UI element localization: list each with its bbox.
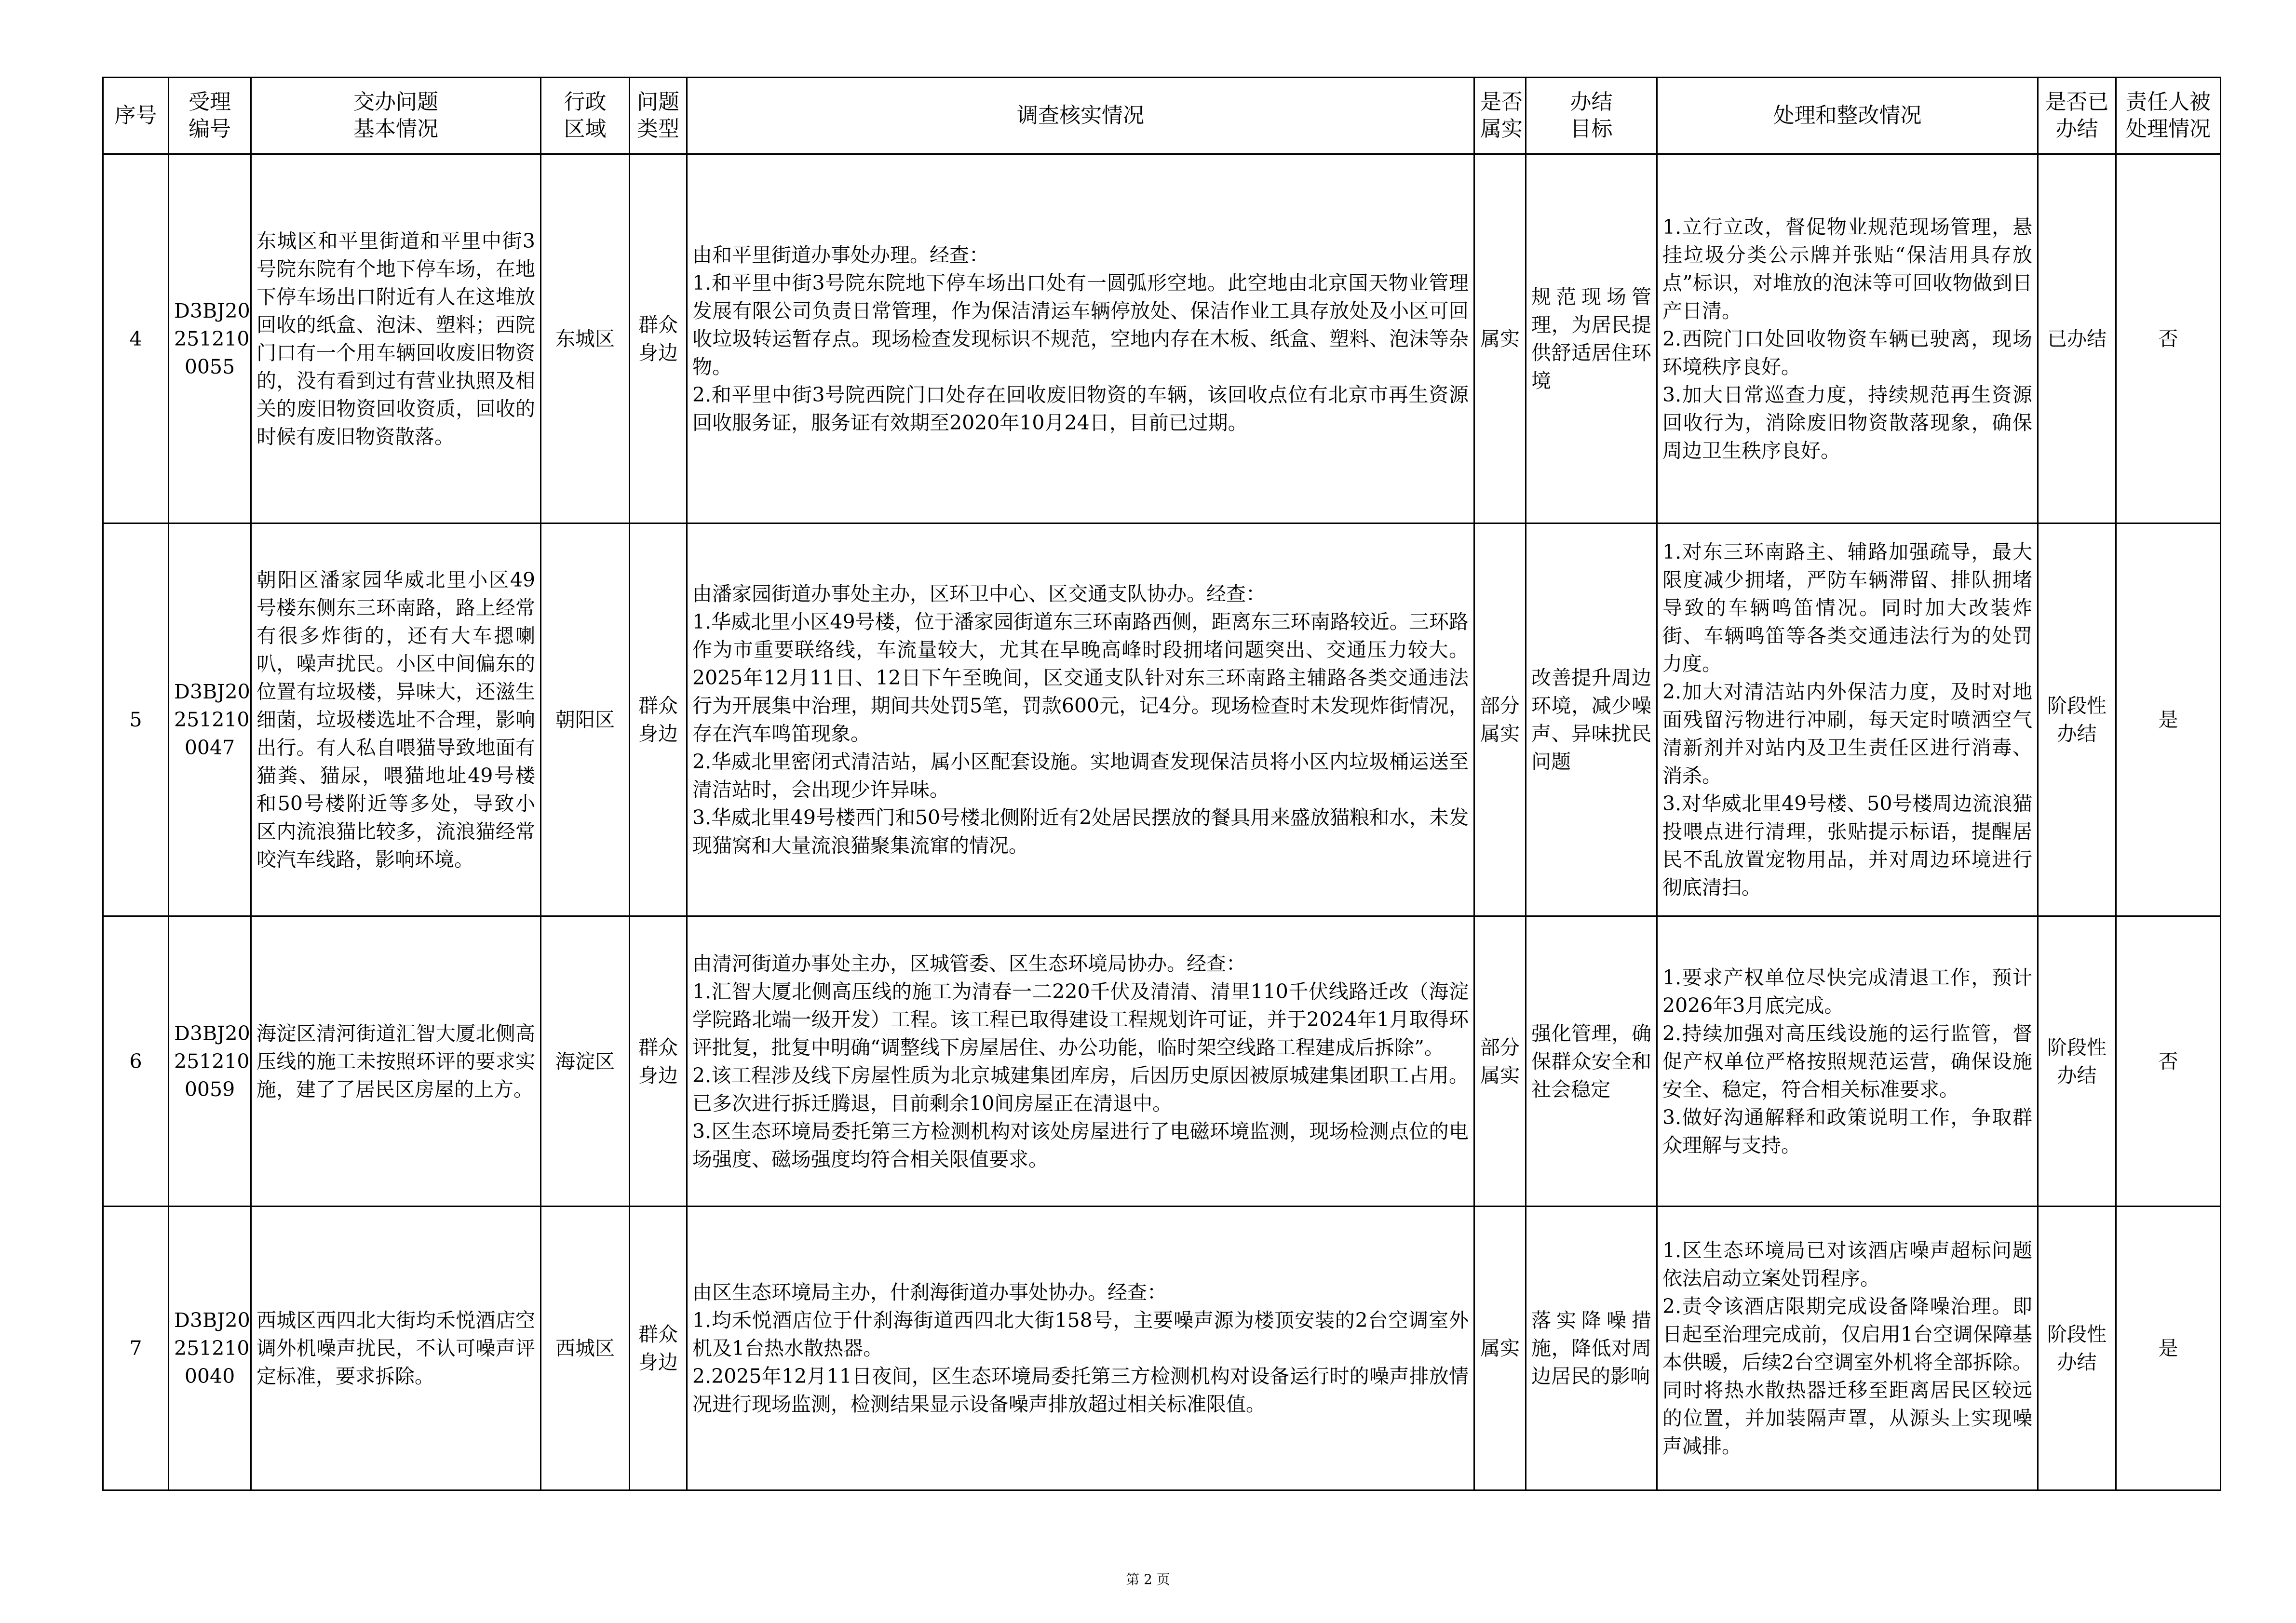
investigation-details	[687, 154, 1474, 523]
handling-paragraph: 2.持续加强对高压线设施的运行监管，督促产权单位严格按照规范运营，确保设施安全、稳定，符合相关标准要求。	[1662, 1021, 2032, 1101]
case-id-line: 0055	[184, 355, 235, 378]
table-row	[103, 916, 2221, 1207]
case-id-line: D3BJ20	[174, 299, 250, 322]
column-header-label: 受理编号	[189, 90, 231, 141]
column-header	[169, 78, 251, 154]
handling-paragraph: 3.加大日常巡查力度，持续规范再生资源回收行为，消除废旧物资散落现象，确保周边卫生秩序良好。	[1662, 383, 2032, 462]
complaint-table	[102, 77, 2221, 1491]
column-header-label: 责任人被处理情况	[2126, 90, 2211, 141]
verified-status: 属实	[1474, 154, 1526, 523]
problem-type: 群众身边	[630, 1207, 687, 1490]
row-number: 7	[103, 1207, 169, 1490]
case-id	[169, 1207, 251, 1490]
row-number: 5	[103, 523, 169, 916]
case-id-line: D3BJ20	[174, 1309, 250, 1332]
handling-paragraph: 1.对东三环南路主、辅路加强疏导，最大限度减少拥堵，严防车辆滞留、排队拥堵导致的车辆鸣笛情况。同时加大改装炸街、车辆鸣笛等各类交通违法行为的处罚力度。	[1662, 540, 2032, 675]
problem-type: 群众身边	[630, 154, 687, 523]
column-header	[630, 78, 687, 154]
investigation-paragraph: 1.汇智大厦北侧高压线的施工为清春一二220千伏及清清、清里110千伏线路迁改（海淀学院路北端一级开发）工程。该工程已取得建设工程规划许可证，并于2024年1月取得环评批复，批复中明确“调整线下房屋居住、办公功能，临时架空线路工程建成后拆除”。	[692, 979, 1469, 1059]
column-header-label: 办结目标	[1570, 90, 1613, 141]
handling-details	[1657, 916, 2038, 1207]
column-header-label: 处理和整改情况	[1773, 103, 1922, 128]
handling-paragraph: 1.区生态环境局已对该酒店噪声超标问题依法启动立案处罚程序。	[1662, 1239, 2032, 1290]
column-header-label: 问题类型	[637, 90, 679, 141]
investigation-paragraph: 2.和平里中街3号院西院门口处存在回收废旧物资的车辆，该回收点位有北京市再生资源回收服务证，服务证有效期至2020年10月24日，目前已过期。	[692, 383, 1469, 434]
verified-status: 属实	[1474, 1207, 1526, 1490]
resolution-goal: 改善提升周边环境，减少噪声、异味扰民问题	[1526, 523, 1657, 916]
case-id-line: 0047	[184, 736, 235, 759]
case-id	[169, 523, 251, 916]
column-header	[2116, 78, 2221, 154]
problem-description: 海淀区清河街道汇智大厦北侧高压线的施工未按照环评的要求实施，建了了居民区房屋的上方。	[251, 916, 541, 1207]
case-id-line: D3BJ20	[174, 680, 250, 703]
district: 西城区	[541, 1207, 630, 1490]
handling-paragraph: 1.要求产权单位尽快完成清退工作，预计2026年3月底完成。	[1662, 966, 2032, 1017]
investigation-paragraph: 2.华威北里密闭式清洁站，属小区配套设施。实地调查发现保洁员将小区内垃圾桶运送至清洁站时，会出现少许异味。	[692, 750, 1469, 801]
district: 东城区	[541, 154, 630, 523]
resolution-goal: 强化管理，确保群众安全和社会稳定	[1526, 916, 1657, 1207]
investigation-details	[687, 523, 1474, 916]
investigation-paragraph: 由潘家园街道办事处主办，区环卫中心、区交通支队协办。经查：	[692, 582, 1266, 605]
case-id	[169, 154, 251, 523]
verified-status: 部分属实	[1474, 523, 1526, 916]
punished-status: 是	[2116, 1207, 2221, 1490]
table-header-row	[103, 78, 2221, 154]
investigation-paragraph: 1.均禾悦酒店位于什刹海街道西四北大街158号，主要噪声源为楼顶安装的2台空调室外机及1台热水散热器。	[692, 1309, 1469, 1360]
punished-status: 是	[2116, 523, 2221, 916]
punished-status: 否	[2116, 154, 2221, 523]
column-header	[251, 78, 541, 154]
column-header	[103, 78, 169, 154]
investigation-paragraph: 3.区生态环境局委托第三方检测机构对该处房屋进行了电磁环境监测，现场检测点位的电场强度、磁场强度均符合相关限值要求。	[692, 1119, 1469, 1171]
handling-paragraph: 3.对华威北里49号楼、50号楼周边流浪猫投喂点进行清理，张贴提示标语，提醒居民不乱放置宠物用品，并对周边环境进行彻底清扫。	[1662, 792, 2032, 899]
investigation-details	[687, 916, 1474, 1207]
case-id-line: 251210	[174, 1337, 250, 1360]
column-header	[1526, 78, 1657, 154]
case-id-line: D3BJ20	[174, 1021, 250, 1045]
handling-details	[1657, 523, 2038, 916]
page-number: 第 2 页	[1126, 1571, 1170, 1587]
column-header	[1657, 78, 2038, 154]
problem-description: 东城区和平里街道和平里中街3号院东院有个地下停车场，在地下停车场出口附近有人在这堆放回收的纸盒、泡沫、塑料；西院门口有一个用车辆回收废旧物资的，没有看到过有营业执照及相关的废旧物资回收资质，回收的时候有废旧物资散落。	[251, 154, 541, 523]
column-header-label: 序号	[114, 103, 157, 128]
case-id-line: 251210	[174, 327, 250, 350]
investigation-paragraph: 1.华威北里小区49号楼，位于潘家园街道东三环南路西侧，距离东三环南路较近。三环路作为市重要联络线，车流量较大，尤其在早晚高峰时段拥堵问题突出、交通压力较大。2025年12月11日、12日下午至晚间，区交通支队针对东三环南路主辅路各类交通违法行为开展集中治理，期间共处罚5笔，罚款600元，记4分。现场检查时未发现炸街情况，存在汽车鸣笛现象。	[692, 610, 1469, 745]
column-header	[1474, 78, 1526, 154]
problem-description: 西城区西四北大街均禾悦酒店空调外机噪声扰民，不认可噪声评定标准，要求拆除。	[251, 1207, 541, 1490]
closed-status: 阶段性办结	[2038, 523, 2116, 916]
column-header	[2038, 78, 2116, 154]
investigation-paragraph: 由区生态环境局主办，什刹海街道办事处协办。经查：	[692, 1281, 1167, 1304]
closed-status: 阶段性办结	[2038, 1207, 2116, 1490]
handling-paragraph: 1.立行立改，督促物业规范现场管理，悬挂垃圾分类公示牌并张贴“保洁用具存放点”标识，对堆放的泡沫等可回收物做到日产日清。	[1662, 215, 2032, 322]
table-row	[103, 1207, 2221, 1490]
case-id	[169, 916, 251, 1207]
column-header-label: 调查核实情况	[1017, 103, 1144, 128]
column-header	[687, 78, 1474, 154]
resolution-goal: 规范现场管理，为居民提供舒适居住环境	[1526, 154, 1657, 523]
row-number: 4	[103, 154, 169, 523]
column-header	[541, 78, 630, 154]
investigation-paragraph: 1.和平里中街3号院东院地下停车场出口处有一圆弧形空地。此空地由北京国天物业管理发展有限公司负责日常管理，作为保洁清运车辆停放处、保洁作业工具存放处及小区可回收垃圾转运暂存点。现场检查发现标识不规范，空地内存在木板、纸盒、塑料、泡沫等杂物。	[692, 271, 1469, 378]
case-id-line: 251210	[174, 708, 250, 731]
problem-description: 朝阳区潘家园华威北里小区49号楼东侧东三环南路，路上经常有很多炸街的，还有大车摁喇叭，噪声扰民。小区中间偏东的位置有垃圾楼，异味大，还滋生细菌，垃圾楼选址不合理，影响出行。有人私自喂猫导致地面有猫粪、猫尿，喂猫地址49号楼和50号楼附近等多处，导致小区内流浪猫比较多，流浪猫经常咬汽车线路，影响环境。	[251, 523, 541, 916]
district: 朝阳区	[541, 523, 630, 916]
table-row	[103, 523, 2221, 916]
investigation-paragraph: 由和平里街道办事处办理。经查：	[692, 243, 989, 267]
handling-details	[1657, 1207, 2038, 1490]
investigation-paragraph: 2.2025年12月11日夜间，区生态环境局委托第三方检测机构对设备运行时的噪声排放情况进行现场监测，检测结果显示设备噪声排放超过相关标准限值。	[692, 1365, 1469, 1416]
case-id-line: 0059	[184, 1077, 235, 1101]
verified-status: 部分属实	[1474, 916, 1526, 1207]
case-id-line: 0040	[184, 1365, 235, 1388]
district: 海淀区	[541, 916, 630, 1207]
handling-paragraph: 2.加大对清洁站内外保洁力度，及时对地面残留污物进行冲刷，每天定时喷洒空气清新剂并对站内及卫生责任区进行消毒、消杀。	[1662, 680, 2032, 787]
handling-paragraph: 2.责令该酒店限期完成设备降噪治理。即日起至治理完成前，仅启用1台空调保障基本供暖，后续2台空调室外机将全部拆除。同时将热水散热器迁移至距离居民区较远的位置，并加装隔声罩，从源头上实现噪声减排。	[1662, 1295, 2032, 1458]
column-header-label: 行政区域	[564, 90, 607, 141]
investigation-paragraph: 由清河街道办事处主办，区城管委、区生态环境局协办。经查：	[692, 952, 1246, 975]
handling-paragraph: 2.西院门口处回收物资车辆已驶离，现场环境秩序良好。	[1662, 327, 2032, 378]
handling-paragraph: 3.做好沟通解释和政策说明工作，争取群众理解与支持。	[1662, 1105, 2032, 1157]
row-number: 6	[103, 916, 169, 1207]
closed-status: 阶段性办结	[2038, 916, 2116, 1207]
closed-status: 已办结	[2038, 154, 2116, 523]
column-header-label: 是否已办结	[2045, 90, 2109, 141]
investigation-paragraph: 2.该工程涉及线下房屋性质为北京城建集团库房，后因历史原因被原城建集团职工占用。已多次进行拆迁腾退，目前剩余10间房屋正在清退中。	[692, 1063, 1469, 1115]
column-header-label: 是否属实	[1480, 90, 1523, 141]
investigation-paragraph: 3.华威北里49号楼西门和50号楼北侧附近有2处居民摆放的餐具用来盛放猫粮和水，未发现猫窝和大量流浪猫聚集流窜的情况。	[692, 806, 1469, 857]
problem-type: 群众身边	[630, 523, 687, 916]
problem-type: 群众身边	[630, 916, 687, 1207]
investigation-details	[687, 1207, 1474, 1490]
table-row	[103, 154, 2221, 523]
case-id-line: 251210	[174, 1049, 250, 1073]
punished-status: 否	[2116, 916, 2221, 1207]
handling-details	[1657, 154, 2038, 523]
column-header-label: 交办问题基本情况	[353, 90, 438, 141]
resolution-goal: 落实降噪措施，降低对周边居民的影响	[1526, 1207, 1657, 1490]
